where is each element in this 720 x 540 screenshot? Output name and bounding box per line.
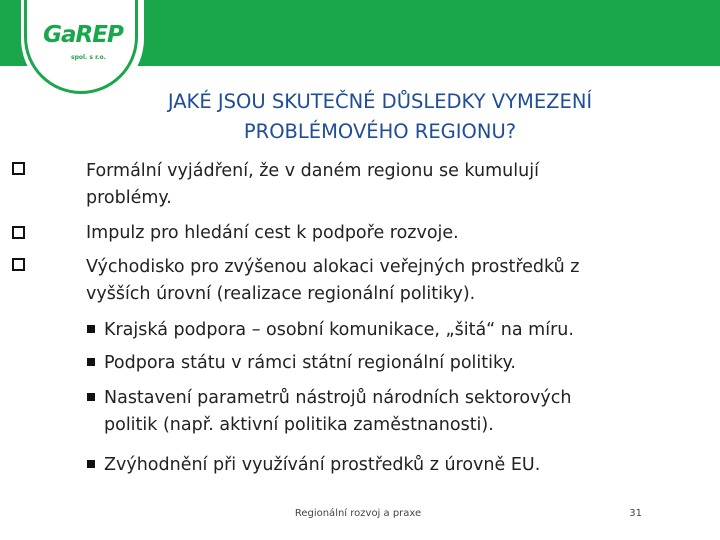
subbullet-1: Krajská podpora – osobní komunikace, „šitá“ na míru. <box>104 320 574 340</box>
checkbox-bullet-icon <box>12 162 25 175</box>
square-bullet-icon <box>87 460 95 468</box>
slide-title-line2: PROBLÉMOVÉHO REGIONU? <box>243 120 517 143</box>
slide-title-line1: JAKÉ JSOU SKUTEČNÉ DŮSLEDKY VYMEZENÍ <box>167 90 593 113</box>
subbullet-3-line2: politik (např. aktivní politika zaměstnanosti). <box>104 415 494 435</box>
logo-subtext: spol. s r.o. <box>71 54 106 61</box>
square-bullet-icon <box>87 358 95 366</box>
slide-title <box>80 87 680 147</box>
page-number: 31 <box>629 508 642 519</box>
bullet-1-line2: problémy. <box>86 188 172 208</box>
subbullet-2: Podpora státu v rámci státní regionální politiky. <box>104 353 516 373</box>
square-bullet-icon <box>87 325 95 333</box>
checkbox-bullet-icon <box>12 226 25 239</box>
checkbox-bullet-icon <box>12 258 25 271</box>
logo-text: GaREP <box>43 22 123 48</box>
subbullet-4: Zvýhodnění při využívání prostředků z úrovně EU. <box>104 455 541 475</box>
bullet-1-line1: Formální vyjádření, že v daném regionu se kumulují <box>86 161 539 181</box>
bullet-3-line1: Východisko pro zvýšenou alokaci veřejných prostředků z <box>86 257 580 277</box>
company-logo <box>21 0 144 100</box>
subbullet-3-line1: Nastavení parametrů nástrojů národních sektorových <box>104 388 572 408</box>
square-bullet-icon <box>87 393 95 401</box>
bullet-3-line2: vyšších úrovní (realizace regionální politiky). <box>86 284 476 304</box>
footer-text: Regionální rozvoj a praxe <box>294 508 422 519</box>
bullet-2-line1: Impulz pro hledání cest k podpoře rozvoje. <box>86 223 459 243</box>
